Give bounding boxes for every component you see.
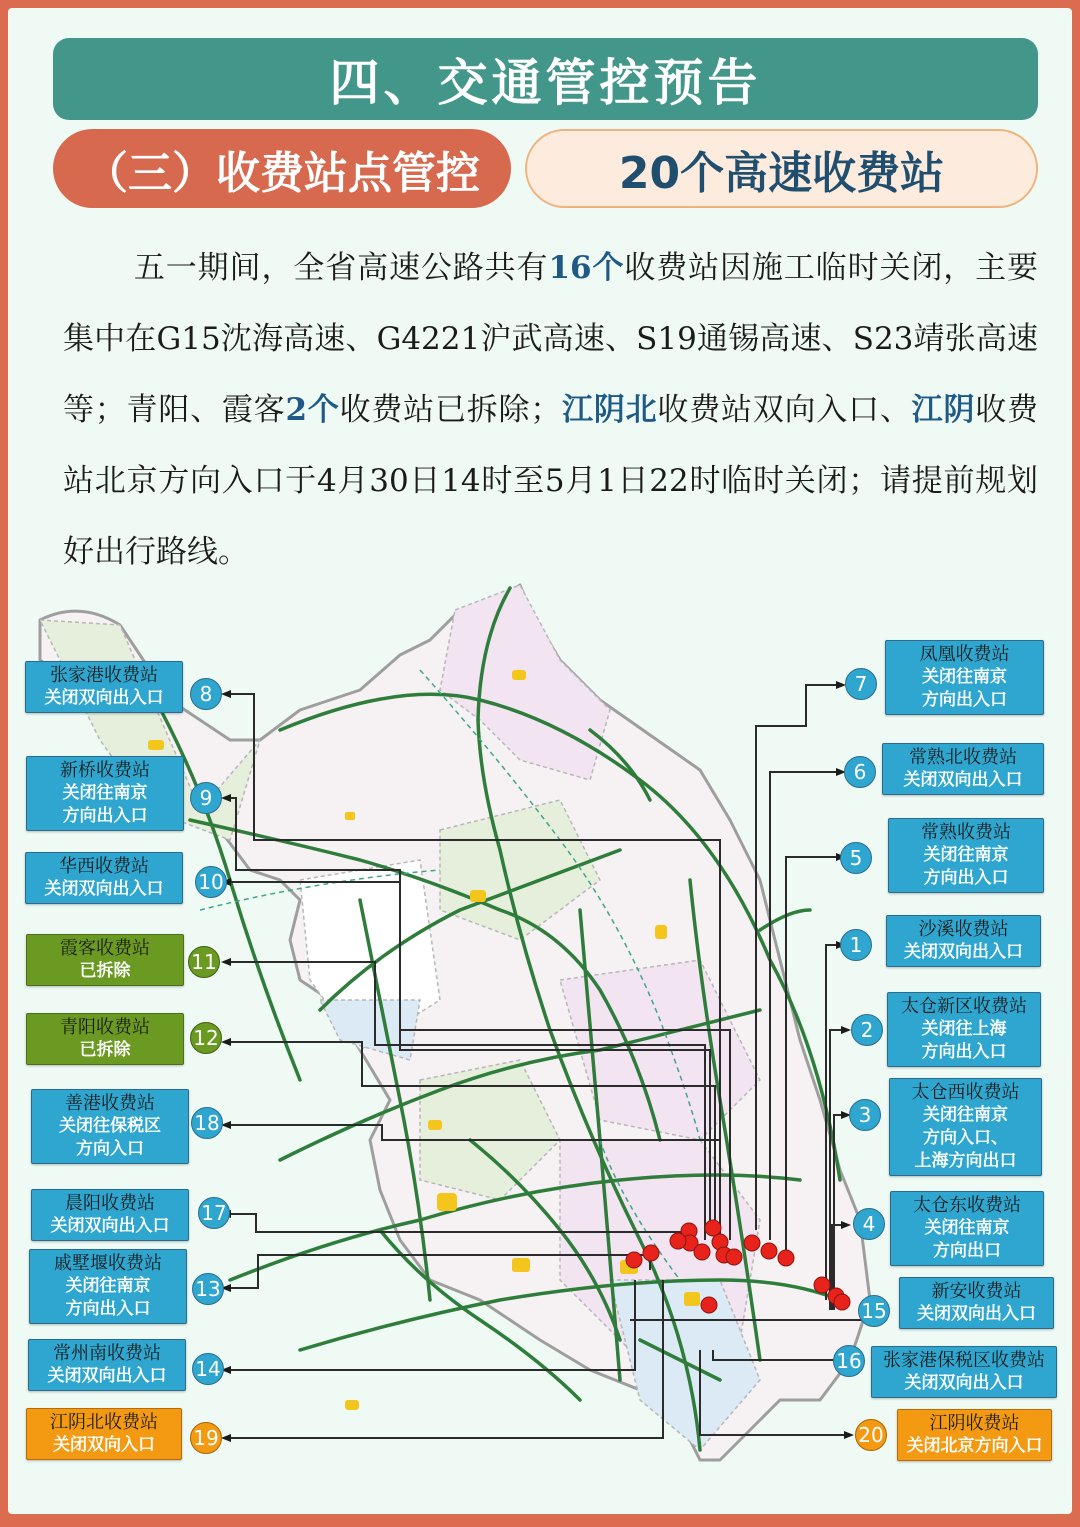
station-number-11: 11	[188, 946, 220, 978]
station-name: 江阴北收费站	[50, 1412, 158, 1433]
station-status: 上海方向出口	[914, 1151, 1017, 1171]
station-card-3	[889, 1078, 1042, 1176]
station-status: 方向入口	[76, 1139, 144, 1159]
station-name: 善港收费站	[65, 1093, 155, 1114]
station-card-19	[26, 1408, 182, 1460]
notice-text: 五一期间，全省高速公路共有	[133, 250, 549, 286]
station-name: 太仓西收费站	[911, 1082, 1020, 1103]
highlight-count-closed: 16个	[548, 250, 625, 286]
station-status: 关闭北京方向入口	[906, 1436, 1043, 1456]
station-number-16: 16	[833, 1345, 865, 1377]
station-name: 常州南收费站	[53, 1343, 161, 1364]
station-number-6: 6	[844, 756, 876, 788]
station-status: 方向出入口	[62, 806, 148, 826]
station-number-17: 17	[198, 1197, 230, 1229]
station-number-10: 10	[195, 866, 227, 898]
station-status: 关闭往南京	[923, 845, 1009, 865]
station-card-18	[31, 1089, 189, 1164]
station-card-4	[890, 1191, 1044, 1266]
notice-text: 收费站双向入口、	[657, 392, 912, 428]
station-status: 已拆除	[79, 961, 131, 981]
station-status: 关闭往南京	[62, 783, 148, 803]
station-card-6	[882, 743, 1044, 795]
station-card-15	[899, 1277, 1054, 1329]
station-number-2: 2	[851, 1014, 883, 1046]
station-status: 方向出入口	[923, 868, 1009, 888]
station-number-12: 12	[190, 1022, 222, 1054]
station-name: 戚墅堰收费站	[54, 1253, 162, 1274]
station-name: 江阴收费站	[929, 1413, 1020, 1434]
station-card-20	[897, 1409, 1052, 1461]
station-number-7: 7	[845, 668, 877, 700]
station-number-8: 8	[190, 678, 222, 710]
section-label: （三）收费站点管控	[53, 129, 511, 208]
station-name: 太仓新区收费站	[901, 996, 1027, 1017]
station-number-3: 3	[849, 1099, 881, 1131]
station-name: 张家港保税区收费站	[883, 1350, 1045, 1371]
station-card-5	[888, 818, 1044, 893]
station-card-2	[887, 992, 1041, 1067]
station-status: 关闭往上海	[921, 1019, 1007, 1039]
station-number-18: 18	[191, 1107, 223, 1139]
station-name: 华西收费站	[59, 856, 149, 877]
station-name: 张家港收费站	[50, 665, 158, 686]
station-status: 方向出口	[933, 1241, 1001, 1261]
station-status: 关闭双向出入口	[44, 688, 164, 708]
notice-text: 收费站已拆除；	[339, 392, 562, 428]
highlight-jiangyin-north: 江阴北	[561, 392, 658, 428]
notice-text: 收费站北京方向入口于4月30日14时至5月1日22时临时关闭；请提前规划好出行路线。	[63, 392, 1039, 570]
station-number-9: 9	[190, 782, 222, 814]
station-number-4: 4	[853, 1208, 885, 1240]
station-card-7	[885, 640, 1044, 715]
station-status: 关闭往南京	[65, 1276, 151, 1296]
station-number-13: 13	[192, 1273, 224, 1305]
station-name: 常熟北收费站	[909, 747, 1017, 768]
station-name: 霞客收费站	[60, 938, 150, 959]
station-name: 晨阳收费站	[65, 1193, 155, 1214]
highlight-jiangyin: 江阴	[911, 392, 976, 428]
highlight-count-removed: 2个	[285, 392, 340, 428]
station-card-17	[31, 1189, 189, 1241]
station-status: 关闭往南京	[923, 1105, 1008, 1125]
station-card-1	[886, 915, 1041, 967]
station-status: 关闭双向出入口	[47, 1366, 167, 1386]
station-card-11	[26, 934, 184, 986]
station-status: 关闭双向出入口	[917, 1304, 1036, 1324]
station-number-1: 1	[840, 929, 872, 961]
station-card-16	[871, 1346, 1057, 1398]
station-status: 关闭双向出入口	[904, 1373, 1024, 1393]
station-status: 关闭双向出入口	[904, 942, 1023, 962]
station-name: 青阳收费站	[60, 1017, 150, 1038]
station-name: 新安收费站	[931, 1281, 1022, 1302]
station-number-20: 20	[855, 1419, 887, 1451]
station-number-15: 15	[858, 1295, 890, 1327]
station-card-8	[25, 661, 183, 713]
station-status: 方向入口、	[923, 1128, 1008, 1148]
station-card-12	[26, 1013, 184, 1065]
station-card-14	[28, 1339, 186, 1391]
station-status: 关闭往南京	[922, 667, 1007, 687]
station-name: 凤凰收费站	[919, 644, 1010, 665]
station-number-19: 19	[190, 1422, 222, 1454]
station-name: 沙溪收费站	[918, 919, 1009, 940]
station-status: 关闭双向出入口	[44, 879, 164, 899]
page-title: 四、交通管控预告	[53, 38, 1038, 120]
station-name: 新桥收费站	[60, 760, 150, 781]
station-number-5: 5	[840, 842, 872, 874]
toll-station-map	[0, 580, 1080, 1480]
station-status: 方向出入口	[922, 690, 1007, 710]
station-status: 关闭往南京	[924, 1218, 1010, 1238]
notice-paragraph	[63, 233, 1038, 588]
station-name: 太仓东收费站	[913, 1195, 1021, 1216]
station-number-14: 14	[192, 1353, 224, 1385]
station-card-13	[29, 1249, 187, 1324]
station-status: 方向出入口	[65, 1299, 151, 1319]
station-status: 关闭双向出入口	[50, 1216, 170, 1236]
section-summary-badge: 20个高速收费站	[525, 129, 1038, 208]
station-status: 关闭双向出入口	[903, 770, 1023, 790]
station-status: 关闭双向入口	[53, 1435, 155, 1455]
station-status: 关闭往保税区	[59, 1116, 161, 1136]
station-name: 常熟收费站	[921, 822, 1011, 843]
station-status: 方向出入口	[921, 1042, 1007, 1062]
station-card-10	[25, 852, 183, 904]
station-status: 已拆除	[79, 1040, 131, 1060]
notice-text: 收费站因施工临时关闭，主要集中在G15沈海高速、G4221沪武高速、S19通锡高速、S23靖张高速等；青阳、霞客	[63, 250, 1039, 428]
station-card-9	[26, 756, 184, 831]
